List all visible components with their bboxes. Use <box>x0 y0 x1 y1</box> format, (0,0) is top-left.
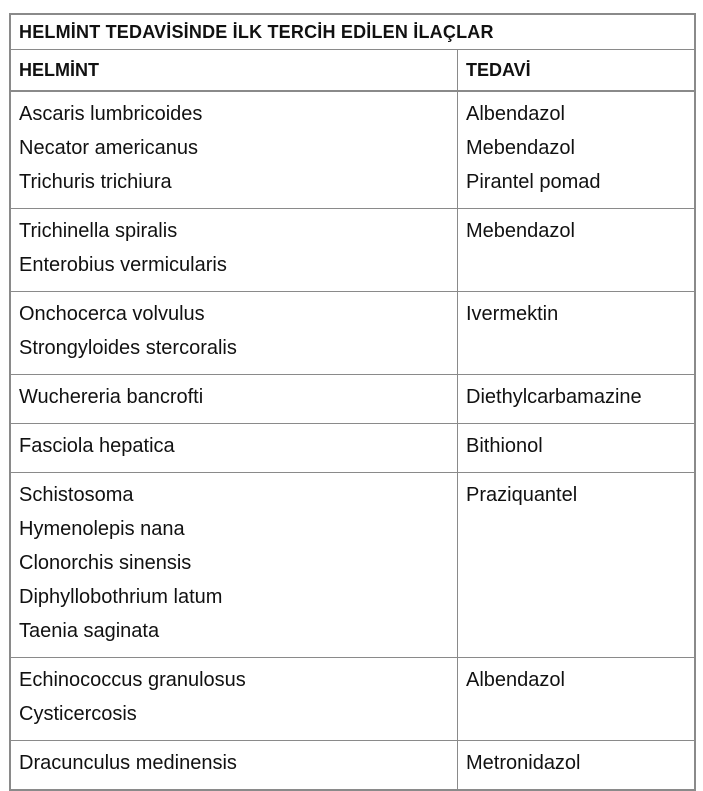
treatment-cell <box>458 209 694 291</box>
table-body <box>11 92 694 789</box>
treatment-name: Ivermektin <box>466 303 559 325</box>
table-row <box>11 292 694 375</box>
helminth-cell <box>11 375 458 423</box>
helminth-name: Ascaris lumbricoides <box>19 103 203 125</box>
helminth-name: Wuchereria bancrofti <box>19 386 204 408</box>
treatment-name: Metronidazol <box>466 752 581 774</box>
treatment-cell <box>458 473 694 657</box>
treatment-name: Mebendazol <box>466 137 575 159</box>
treatment-cell <box>458 741 694 789</box>
table-row <box>11 473 694 658</box>
table-row <box>11 741 694 789</box>
treatment-cell <box>458 424 694 472</box>
helminth-name: Diphyllobothrium latum <box>19 586 223 608</box>
table-row <box>11 658 694 741</box>
helminth-name: Cysticercosis <box>19 703 137 725</box>
treatment-cell <box>458 375 694 423</box>
helminth-name: Necator americanus <box>19 137 198 159</box>
table-row <box>11 375 694 424</box>
table-row <box>11 209 694 292</box>
treatment-cell <box>458 292 694 374</box>
treatment-name: Diethylcarbamazine <box>466 386 642 408</box>
table-row <box>11 424 694 473</box>
table-row <box>11 92 694 209</box>
helminth-name: Echinococcus granulosus <box>19 669 246 691</box>
helminth-treatment-table <box>9 13 696 791</box>
treatment-name: Pirantel pomad <box>466 171 601 193</box>
helminth-name: Dracunculus medinensis <box>19 752 237 774</box>
treatment-cell <box>458 92 694 208</box>
helminth-cell <box>11 92 458 208</box>
helminth-name: Strongyloides stercoralis <box>19 337 237 359</box>
column-header-helminth: HELMİNT <box>11 50 458 90</box>
treatment-name: Bithionol <box>466 435 543 457</box>
helminth-name: Trichuris trichiura <box>19 171 172 193</box>
helminth-cell <box>11 473 458 657</box>
helminth-cell <box>11 658 458 740</box>
helminth-name: Enterobius vermicularis <box>19 254 227 276</box>
column-header-treatment: TEDAVİ <box>466 59 531 80</box>
treatment-name: Albendazol <box>466 669 565 691</box>
helminth-name: Trichinella spiralis <box>19 220 178 242</box>
helminth-cell <box>11 209 458 291</box>
helminth-name: Schistosoma <box>19 484 134 506</box>
helminth-name: Hymenolepis nana <box>19 518 185 540</box>
treatment-name: Praziquantel <box>466 484 578 506</box>
helminth-name: Fasciola hepatica <box>19 435 175 457</box>
table-header-row <box>11 50 694 92</box>
treatment-name: Albendazol <box>466 103 565 125</box>
helminth-cell <box>11 292 458 374</box>
table-title: HELMİNT TEDAVİSİNDE İLK TERCİH EDİLEN İLAÇLAR <box>11 15 694 50</box>
helminth-name: Onchocerca volvulus <box>19 303 205 325</box>
helminth-cell <box>11 741 458 789</box>
helminth-cell <box>11 424 458 472</box>
helminth-name: Taenia saginata <box>19 620 160 642</box>
treatment-cell <box>458 658 694 740</box>
helminth-name: Clonorchis sinensis <box>19 552 192 574</box>
treatment-name: Mebendazol <box>466 220 575 242</box>
